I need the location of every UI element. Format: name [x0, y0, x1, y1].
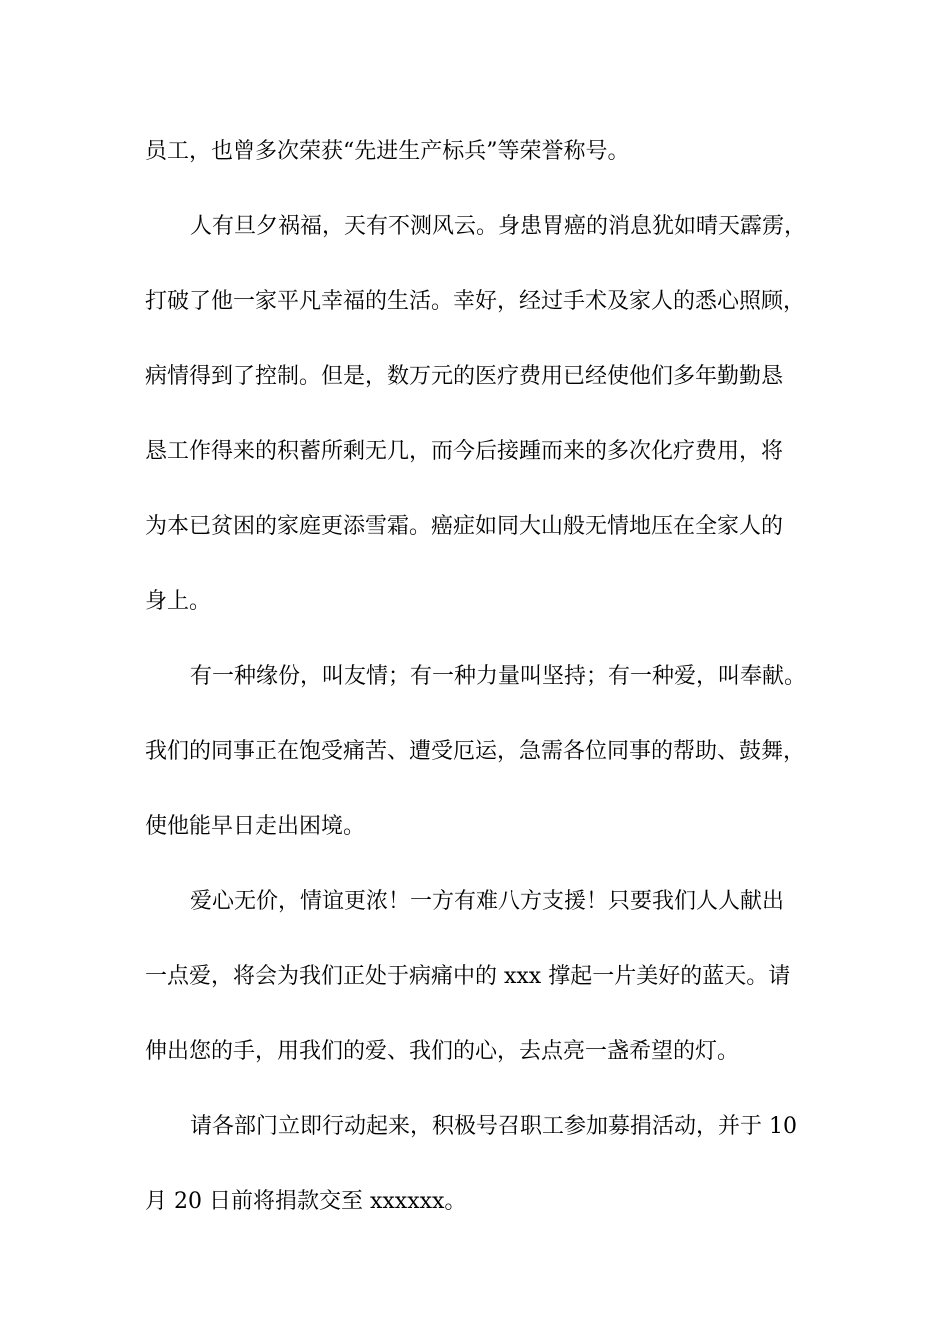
text-line: 我们的同事正在饱受痛苦、遭受厄运，急需各位同事的帮助、鼓舞，: [145, 739, 806, 764]
paragraph-first-line: 爱心无价，情谊更浓！一方有难八方支援！只要我们人人献出: [190, 889, 785, 914]
text-line: 恳工作得来的积蓄所剩无几，而今后接踵而来的多次化疗费用，将: [145, 439, 784, 464]
text-line: 为本已贫困的家庭更添雪霜。癌症如同大山般无情地压在全家人的: [145, 514, 784, 539]
paragraph-first-line: 人有旦夕祸福，天有不测风云。身患胃癌的消息犹如晴天霹雳，: [190, 214, 807, 239]
text-line: 身上。: [145, 589, 212, 614]
text-line: 一点爱，将会为我们正处于病痛中的 xxx 撑起一片美好的蓝天。请: [145, 964, 791, 989]
text-line: 月 20 日前将捐款交至 xxxxxx。: [145, 1189, 467, 1214]
text-line: 伸出您的手，用我们的爱、我们的心，去点亮一盏希望的灯。: [145, 1039, 740, 1064]
text-line: 使他能早日走出困境。: [145, 814, 366, 839]
text-line: 病情得到了控制。但是，数万元的医疗费用已经使他们多年勤勤恳: [145, 364, 784, 389]
text-line: 打破了他一家平凡幸福的生活。幸好，经过手术及家人的悉心照顾，: [145, 289, 806, 314]
paragraph-first-line: 有一种缘份，叫友情；有一种力量叫坚持；有一种爱，叫奉献。: [190, 664, 807, 689]
text-line: 员工，也曾多次荣获“先进生产标兵”等荣誉称号。: [145, 139, 630, 164]
paragraph-first-line: 请各部门立即行动起来，积极号召职工参加募捐活动，并于 10: [190, 1114, 797, 1139]
